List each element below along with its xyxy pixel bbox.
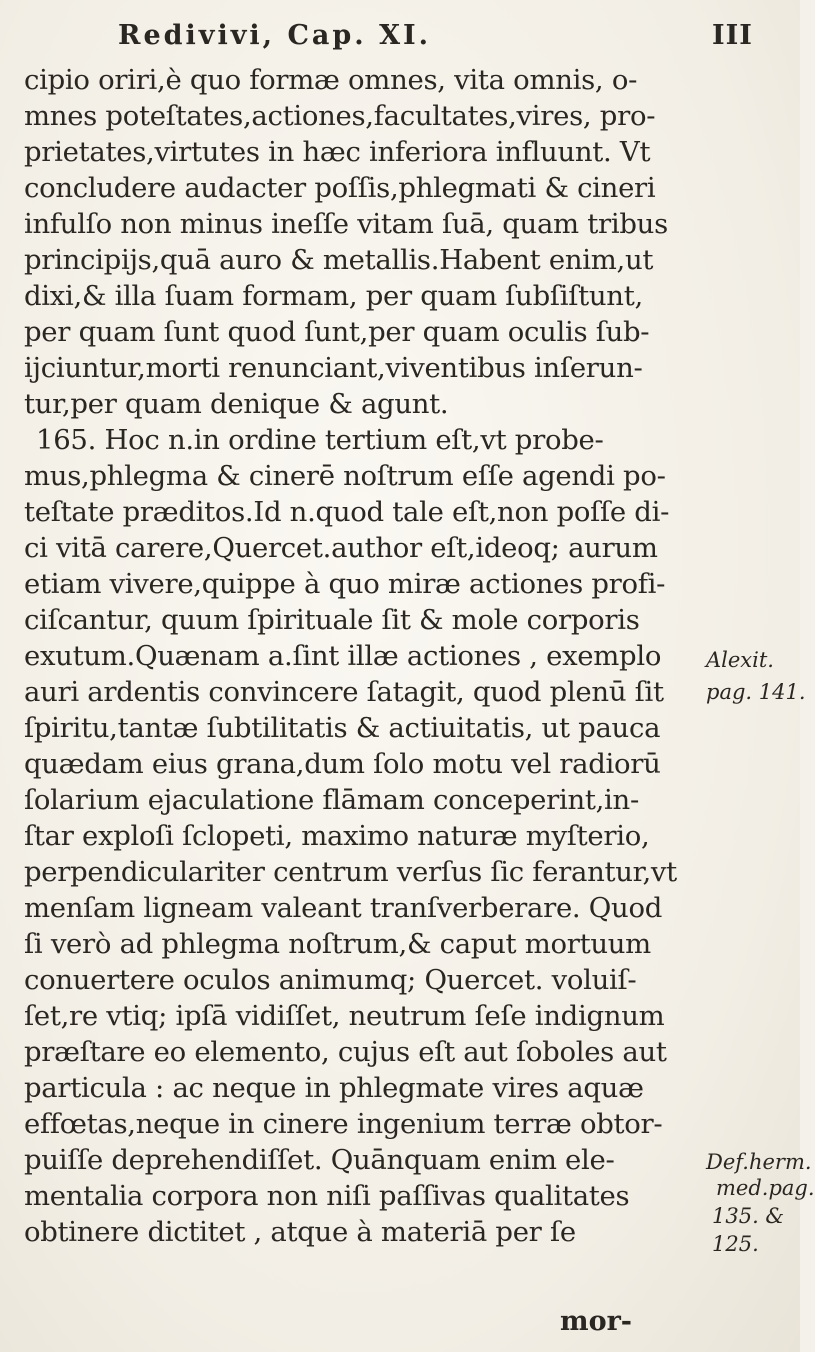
text-line: auri ardentis convincere ſatagit, quod plenū ſit [24,676,664,708]
text-line: obtinere dictitet , atque à materiā per ſe [24,1216,576,1248]
text-line: mus,phlegma & cinerē noſtrum eſſe agendi po- [24,460,666,492]
text-line: exutum.Quænam a.ſint illæ actiones , exemplo [24,640,662,672]
text-line: præſtare eo elemento, cujus eſt aut ſoboles aut [24,1036,667,1068]
text-line: ciſcantur, quum ſpirituale ſit & mole corporis [24,604,640,636]
text-line: etiam vivere,quippe à quo miræ actiones profi- [24,568,666,600]
text-line: puiſſe deprehendiſſet. Quānquam enim ele- [24,1144,615,1176]
text-line: ci vitā carere,Quercet.author eſt,ideoq; aurum [24,532,658,564]
margin-note: Def.herm. [706,1150,812,1174]
text-line: ijciuntur,morti renunciant,viventibus inſerun- [24,352,643,384]
margin-note: 125. [712,1232,759,1256]
text-line: effœtas,neque in cinere ingenium terræ obtor- [24,1108,663,1140]
text-line: concludere audacter poſſis,phlegmati & cineri [24,172,656,204]
text-line: perpendiculariter centrum verſus ſic ferantur,vt [24,856,677,888]
catchword: mor- [560,1306,633,1337]
text-line: tur,per quam denique & agunt. [24,388,449,420]
text-line: mnes poteſtates,actiones,facultates,vires, pro- [24,100,656,132]
text-line: infulſo non minus ineſſe vitam ſuā, quam tribus [24,208,668,240]
text-line: menſam ligneam valeant tranſverberare. Quod [24,892,663,924]
paragraph-start-line: 165. Hoc n.in ordine tertium eſt,vt probe- [36,424,604,456]
text-line: ſpiritu,tantæ ſubtilitatis & actiuitatis, ut pauca [24,712,661,744]
text-line: teſtate præditos.Id n.quod tale eſt,non poſſe di- [24,496,670,528]
text-line: dixi,& illa ſuam formam, per quam ſubſiſtunt, [24,280,643,312]
running-title: Redivivi, Cap. XI. [118,20,432,51]
text-line: prietates,virtutes in hæc inferiora influunt. Vt [24,136,651,168]
text-line: ſet,re vtiq; ipſā vidiſſet, neutrum ſeſe indignum [24,1000,665,1032]
text-line: principijs,quā auro & metallis.Habent enim,ut [24,244,654,276]
margin-note: 135. & [712,1204,785,1228]
text-line: ſtar exploſi ſclopeti, maximo naturæ myſterio, [24,820,650,852]
text-line: particula : ac neque in phlegmate vires aquæ [24,1072,644,1104]
text-line: cipio oriri,è quo formæ omnes, vita omnis, o- [24,64,638,96]
text-line: quædam eius grana,dum ſolo motu vel radiorū [24,748,661,780]
text-line: ſi verò ad phlegma noſtrum,& caput mortuum [24,928,651,960]
margin-note: pag. 141. [706,680,806,704]
text-line: conuertere oculos animumq; Quercet. voluiſ- [24,964,637,996]
page-number: III [712,20,753,51]
margin-note: Alexit. [706,648,774,672]
margin-note: med.pag. [716,1176,815,1200]
text-line: per quam ſunt quod ſunt,per quam oculis ſub- [24,316,650,348]
text-line: ſolarium ejaculatione flāmam conceperint,in- [24,784,639,816]
text-line: mentalia corpora non niſi paſſivas qualitates [24,1180,630,1212]
